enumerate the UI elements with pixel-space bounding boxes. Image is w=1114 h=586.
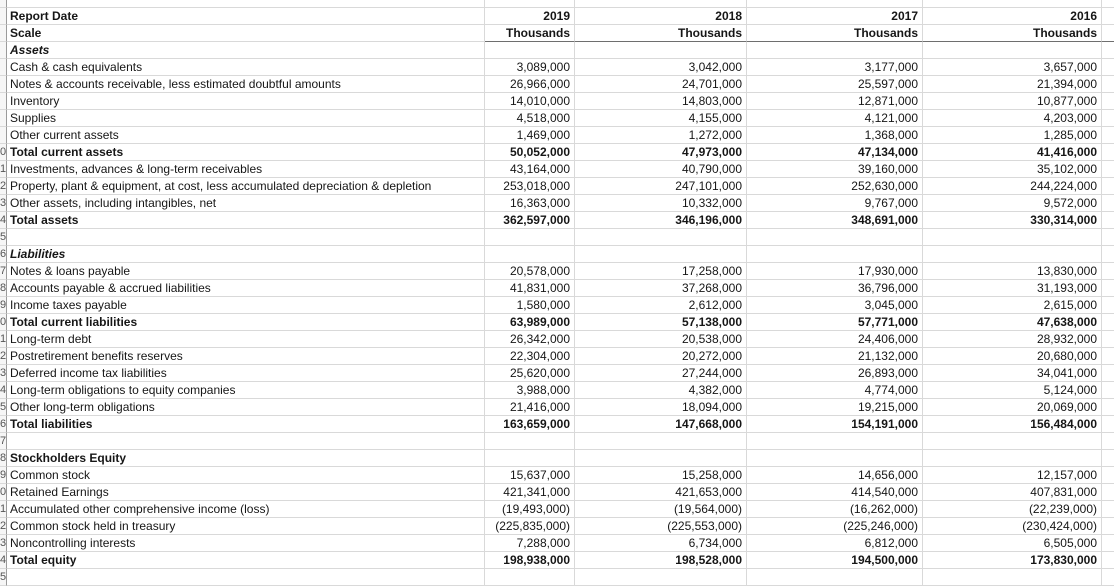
value-cell-2017[interactable]: [747, 433, 923, 450]
row-number[interactable]: 1: [0, 501, 7, 518]
value-cell-2019[interactable]: 1,469,000: [485, 127, 575, 144]
row-number[interactable]: 2: [0, 348, 7, 365]
value-cell-2019[interactable]: [485, 569, 575, 586]
table-row: [0, 382, 1114, 399]
empty-cell[interactable]: [1102, 42, 1114, 59]
value-cell-2017[interactable]: 252,630,000: [747, 178, 923, 195]
value-cell-2016[interactable]: [923, 42, 1102, 59]
empty-cell[interactable]: [1102, 535, 1114, 552]
value-cell-2016[interactable]: 173,830,000: [923, 552, 1102, 569]
row-number[interactable]: [0, 0, 7, 8]
value-cell-2017[interactable]: 39,160,000: [747, 161, 923, 178]
value-cell-2019[interactable]: 21,416,000: [485, 399, 575, 416]
row-label-cell[interactable]: Accounts payable & accrued liabilities: [7, 280, 485, 297]
value-cell-2016[interactable]: 20,069,000: [923, 399, 1102, 416]
value-cell-2017[interactable]: 14,656,000: [747, 467, 923, 484]
value-cell-2018[interactable]: 20,538,000: [575, 331, 747, 348]
value-cell-2016[interactable]: 12,157,000: [923, 467, 1102, 484]
table-row: [0, 161, 1114, 178]
table-row: [0, 127, 1114, 144]
table-row: [0, 501, 1114, 518]
row-label-cell[interactable]: Notes & loans payable: [7, 263, 485, 280]
row-label-cell[interactable]: [7, 433, 485, 450]
value-cell-2017[interactable]: (16,262,000): [747, 501, 923, 518]
empty-cell[interactable]: [1102, 246, 1114, 263]
value-cell-2016[interactable]: 20,680,000: [923, 348, 1102, 365]
row-label-cell[interactable]: Total current liabilities: [7, 314, 485, 331]
value-cell-2018[interactable]: 2,612,000: [575, 297, 747, 314]
row-label-cell[interactable]: Stockholders Equity: [7, 450, 485, 467]
value-cell-2019[interactable]: [485, 229, 575, 246]
value-cell-2017[interactable]: 17,930,000: [747, 263, 923, 280]
value-cell-2016[interactable]: 2,615,000: [923, 297, 1102, 314]
value-cell-2018[interactable]: 17,258,000: [575, 263, 747, 280]
row-number[interactable]: 6: [0, 246, 7, 263]
value-cell-2017[interactable]: 3,177,000: [747, 59, 923, 76]
empty-cell[interactable]: [1102, 365, 1114, 382]
row-label-cell[interactable]: Income taxes payable: [7, 297, 485, 314]
value-cell-2016[interactable]: 28,932,000: [923, 331, 1102, 348]
table-row: [0, 263, 1114, 280]
value-cell-2017[interactable]: 47,134,000: [747, 144, 923, 161]
table-row: [0, 365, 1114, 382]
row-number[interactable]: 4: [0, 382, 7, 399]
value-cell-2016[interactable]: 330,314,000: [923, 212, 1102, 229]
row-number[interactable]: 0: [0, 484, 7, 501]
row-number[interactable]: [0, 110, 7, 127]
value-cell-2018[interactable]: [575, 450, 747, 467]
value-cell-2018[interactable]: [575, 569, 747, 586]
empty-cell[interactable]: [1102, 552, 1114, 569]
value-cell-2018[interactable]: (225,553,000): [575, 518, 747, 535]
row-label-cell[interactable]: Common stock: [7, 467, 485, 484]
table-row: [0, 569, 1114, 586]
value-cell-2016[interactable]: Thousands: [923, 25, 1102, 42]
value-cell-2016[interactable]: 156,484,000: [923, 416, 1102, 433]
empty-cell[interactable]: [1102, 314, 1114, 331]
table-row: [0, 535, 1114, 552]
value-cell-2019[interactable]: 3,988,000: [485, 382, 575, 399]
value-cell-2016[interactable]: [923, 246, 1102, 263]
value-cell-2016[interactable]: 1,285,000: [923, 127, 1102, 144]
value-cell-2018[interactable]: [575, 42, 747, 59]
value-cell-2018[interactable]: [575, 0, 747, 8]
value-cell-2017[interactable]: 12,871,000: [747, 93, 923, 110]
row-label-cell[interactable]: Total assets: [7, 212, 485, 229]
value-cell-2019[interactable]: 421,341,000: [485, 484, 575, 501]
value-cell-2019[interactable]: 20,578,000: [485, 263, 575, 280]
value-cell-2019[interactable]: 253,018,000: [485, 178, 575, 195]
value-cell-2019[interactable]: (225,835,000): [485, 518, 575, 535]
value-cell-2017[interactable]: 6,812,000: [747, 535, 923, 552]
value-cell-2017[interactable]: 194,500,000: [747, 552, 923, 569]
row-number[interactable]: 9: [0, 297, 7, 314]
row-label-cell[interactable]: Liabilities: [7, 246, 485, 263]
value-cell-2016[interactable]: 31,193,000: [923, 280, 1102, 297]
empty-cell[interactable]: [1102, 127, 1114, 144]
row-number[interactable]: [0, 25, 7, 42]
value-cell-2018[interactable]: 20,272,000: [575, 348, 747, 365]
empty-cell[interactable]: [1102, 518, 1114, 535]
empty-cell[interactable]: [1102, 416, 1114, 433]
table-row: [0, 195, 1114, 212]
value-cell-2018[interactable]: 24,701,000: [575, 76, 747, 93]
empty-cell[interactable]: [1102, 229, 1114, 246]
row-label-cell[interactable]: Other current assets: [7, 127, 485, 144]
value-cell-2017[interactable]: 4,774,000: [747, 382, 923, 399]
row-number[interactable]: 5: [0, 229, 7, 246]
value-cell-2016[interactable]: 21,394,000: [923, 76, 1102, 93]
value-cell-2017[interactable]: 25,597,000: [747, 76, 923, 93]
value-cell-2017[interactable]: 19,215,000: [747, 399, 923, 416]
table-row: [0, 518, 1114, 535]
value-cell-2018[interactable]: 40,790,000: [575, 161, 747, 178]
value-cell-2017[interactable]: [747, 569, 923, 586]
row-number[interactable]: 3: [0, 195, 7, 212]
value-cell-2016[interactable]: [923, 569, 1102, 586]
empty-cell[interactable]: [1102, 467, 1114, 484]
row-number[interactable]: 0: [0, 314, 7, 331]
empty-cell[interactable]: [1102, 569, 1114, 586]
row-label-cell[interactable]: [7, 0, 485, 8]
value-cell-2018[interactable]: 57,138,000: [575, 314, 747, 331]
row-number[interactable]: 1: [0, 161, 7, 178]
value-cell-2016[interactable]: [923, 450, 1102, 467]
row-label-cell[interactable]: Property, plant & equipment, at cost, less accumulated depreciation & depletion: [7, 178, 485, 195]
row-label-cell[interactable]: Long-term debt: [7, 331, 485, 348]
empty-cell[interactable]: [1102, 263, 1114, 280]
value-cell-2018[interactable]: 10,332,000: [575, 195, 747, 212]
row-number[interactable]: 4: [0, 552, 7, 569]
table-row: [0, 467, 1114, 484]
table-row: [0, 8, 1114, 25]
value-cell-2018[interactable]: 27,244,000: [575, 365, 747, 382]
value-cell-2018[interactable]: 4,382,000: [575, 382, 747, 399]
value-cell-2019[interactable]: [485, 0, 575, 8]
table-row: [0, 178, 1114, 195]
empty-cell[interactable]: [1102, 382, 1114, 399]
value-cell-2016[interactable]: 34,041,000: [923, 365, 1102, 382]
value-cell-2017[interactable]: 4,121,000: [747, 110, 923, 127]
empty-cell[interactable]: [1102, 76, 1114, 93]
value-cell-2018[interactable]: [575, 246, 747, 263]
table-row: [0, 76, 1114, 93]
value-cell-2016[interactable]: 3,657,000: [923, 59, 1102, 76]
row-label-cell[interactable]: Inventory: [7, 93, 485, 110]
row-label-cell[interactable]: Scale: [7, 25, 485, 42]
value-cell-2019[interactable]: 163,659,000: [485, 416, 575, 433]
empty-cell[interactable]: [1102, 8, 1114, 25]
table-row: [0, 0, 1114, 8]
row-number[interactable]: 5: [0, 399, 7, 416]
value-cell-2018[interactable]: 18,094,000: [575, 399, 747, 416]
row-number[interactable]: 2: [0, 518, 7, 535]
empty-cell[interactable]: [1102, 331, 1114, 348]
row-label-cell[interactable]: Long-term obligations to equity companies: [7, 382, 485, 399]
value-cell-2017[interactable]: 154,191,000: [747, 416, 923, 433]
empty-cell[interactable]: [1102, 195, 1114, 212]
empty-cell[interactable]: [1102, 25, 1114, 42]
value-cell-2016[interactable]: 9,572,000: [923, 195, 1102, 212]
value-cell-2016[interactable]: 35,102,000: [923, 161, 1102, 178]
value-cell-2016[interactable]: 6,505,000: [923, 535, 1102, 552]
value-cell-2018[interactable]: 47,973,000: [575, 144, 747, 161]
empty-cell[interactable]: [1102, 93, 1114, 110]
table-row: [0, 331, 1114, 348]
value-cell-2016[interactable]: [923, 433, 1102, 450]
table-row: [0, 416, 1114, 433]
row-label-cell[interactable]: Total liabilities: [7, 416, 485, 433]
empty-cell[interactable]: [1102, 348, 1114, 365]
value-cell-2018[interactable]: 147,668,000: [575, 416, 747, 433]
value-cell-2019[interactable]: 1,580,000: [485, 297, 575, 314]
row-number[interactable]: 0: [0, 144, 7, 161]
value-cell-2017[interactable]: 348,691,000: [747, 212, 923, 229]
value-cell-2017[interactable]: [747, 0, 923, 8]
value-cell-2018[interactable]: 1,272,000: [575, 127, 747, 144]
row-label-cell[interactable]: Notes & accounts receivable, less estimated doubtful amounts: [7, 76, 485, 93]
table-row: [0, 25, 1114, 42]
table-row: [0, 93, 1114, 110]
empty-cell[interactable]: [1102, 59, 1114, 76]
table-row: [0, 144, 1114, 161]
value-cell-2018[interactable]: 4,155,000: [575, 110, 747, 127]
row-label-cell[interactable]: Noncontrolling interests: [7, 535, 485, 552]
table-row: [0, 484, 1114, 501]
table-row: [0, 314, 1114, 331]
table-row: [0, 450, 1114, 467]
empty-cell[interactable]: [1102, 144, 1114, 161]
row-label-cell[interactable]: Common stock held in treasury: [7, 518, 485, 535]
empty-cell[interactable]: [1102, 110, 1114, 127]
value-cell-2016[interactable]: (22,239,000): [923, 501, 1102, 518]
value-cell-2016[interactable]: 10,877,000: [923, 93, 1102, 110]
row-label-cell[interactable]: Other assets, including intangibles, net: [7, 195, 485, 212]
row-number[interactable]: 3: [0, 535, 7, 552]
value-cell-2019[interactable]: 41,831,000: [485, 280, 575, 297]
value-cell-2018[interactable]: [575, 433, 747, 450]
value-cell-2017[interactable]: 9,767,000: [747, 195, 923, 212]
value-cell-2019[interactable]: 3,089,000: [485, 59, 575, 76]
value-cell-2016[interactable]: 41,416,000: [923, 144, 1102, 161]
value-cell-2019[interactable]: Thousands: [485, 25, 575, 42]
value-cell-2017[interactable]: 36,796,000: [747, 280, 923, 297]
value-cell-2019[interactable]: 14,010,000: [485, 93, 575, 110]
empty-cell[interactable]: [1102, 161, 1114, 178]
row-label-cell[interactable]: Cash & cash equivalents: [7, 59, 485, 76]
value-cell-2017[interactable]: [747, 229, 923, 246]
row-number[interactable]: 5: [0, 569, 7, 586]
value-cell-2019[interactable]: 7,288,000: [485, 535, 575, 552]
value-cell-2017[interactable]: 57,771,000: [747, 314, 923, 331]
value-cell-2019[interactable]: (19,493,000): [485, 501, 575, 518]
table-row: [0, 246, 1114, 263]
row-label-cell[interactable]: Postretirement benefits reserves: [7, 348, 485, 365]
empty-cell[interactable]: [1102, 280, 1114, 297]
value-cell-2018[interactable]: 421,653,000: [575, 484, 747, 501]
value-cell-2018[interactable]: (19,564,000): [575, 501, 747, 518]
value-cell-2016[interactable]: 244,224,000: [923, 178, 1102, 195]
value-cell-2017[interactable]: 1,368,000: [747, 127, 923, 144]
value-cell-2019[interactable]: 2019: [485, 8, 575, 25]
value-cell-2017[interactable]: 21,132,000: [747, 348, 923, 365]
value-cell-2019[interactable]: 26,342,000: [485, 331, 575, 348]
value-cell-2019[interactable]: 63,989,000: [485, 314, 575, 331]
row-label-cell[interactable]: Deferred income tax liabilities: [7, 365, 485, 382]
value-cell-2019[interactable]: 15,637,000: [485, 467, 575, 484]
value-cell-2019[interactable]: 22,304,000: [485, 348, 575, 365]
value-cell-2019[interactable]: [485, 433, 575, 450]
empty-cell[interactable]: [1102, 433, 1114, 450]
row-number[interactable]: 8: [0, 450, 7, 467]
row-number[interactable]: 9: [0, 467, 7, 484]
table-row: [0, 297, 1114, 314]
value-cell-2017[interactable]: [747, 450, 923, 467]
value-cell-2019[interactable]: 50,052,000: [485, 144, 575, 161]
value-cell-2019[interactable]: 26,966,000: [485, 76, 575, 93]
value-cell-2017[interactable]: (225,246,000): [747, 518, 923, 535]
value-cell-2017[interactable]: 26,893,000: [747, 365, 923, 382]
value-cell-2018[interactable]: 2018: [575, 8, 747, 25]
value-cell-2016[interactable]: 2016: [923, 8, 1102, 25]
empty-cell[interactable]: [1102, 297, 1114, 314]
table-row: [0, 399, 1114, 416]
value-cell-2019[interactable]: 362,597,000: [485, 212, 575, 229]
value-cell-2019[interactable]: 198,938,000: [485, 552, 575, 569]
empty-cell[interactable]: [1102, 450, 1114, 467]
value-cell-2019[interactable]: [485, 42, 575, 59]
value-cell-2016[interactable]: 4,203,000: [923, 110, 1102, 127]
row-number[interactable]: [0, 127, 7, 144]
value-cell-2016[interactable]: 407,831,000: [923, 484, 1102, 501]
value-cell-2018[interactable]: Thousands: [575, 25, 747, 42]
row-number[interactable]: 7: [0, 433, 7, 450]
value-cell-2019[interactable]: [485, 450, 575, 467]
value-cell-2017[interactable]: 3,045,000: [747, 297, 923, 314]
table-row: [0, 110, 1114, 127]
value-cell-2017[interactable]: 2017: [747, 8, 923, 25]
value-cell-2018[interactable]: 14,803,000: [575, 93, 747, 110]
row-label-cell[interactable]: Supplies: [7, 110, 485, 127]
table-row: [0, 433, 1114, 450]
row-number[interactable]: [0, 8, 7, 25]
row-label-cell[interactable]: [7, 229, 485, 246]
empty-cell[interactable]: [1102, 178, 1114, 195]
row-label-cell[interactable]: Assets: [7, 42, 485, 59]
row-label-cell[interactable]: [7, 569, 485, 586]
value-cell-2016[interactable]: 47,638,000: [923, 314, 1102, 331]
value-cell-2017[interactable]: 414,540,000: [747, 484, 923, 501]
value-cell-2017[interactable]: Thousands: [747, 25, 923, 42]
value-cell-2017[interactable]: [747, 42, 923, 59]
row-label-cell[interactable]: Investments, advances & long-term receivables: [7, 161, 485, 178]
value-cell-2018[interactable]: 3,042,000: [575, 59, 747, 76]
row-number[interactable]: 8: [0, 280, 7, 297]
table-row: [0, 552, 1114, 569]
row-number[interactable]: 2: [0, 178, 7, 195]
value-cell-2016[interactable]: [923, 229, 1102, 246]
empty-cell[interactable]: [1102, 399, 1114, 416]
value-cell-2018[interactable]: 198,528,000: [575, 552, 747, 569]
row-label-cell[interactable]: Accumulated other comprehensive income (loss): [7, 501, 485, 518]
empty-cell[interactable]: [1102, 484, 1114, 501]
value-cell-2017[interactable]: [747, 246, 923, 263]
table-row: [0, 42, 1114, 59]
value-cell-2018[interactable]: 247,101,000: [575, 178, 747, 195]
row-label-cell[interactable]: Report Date: [7, 8, 485, 25]
value-cell-2019[interactable]: 43,164,000: [485, 161, 575, 178]
row-number[interactable]: [0, 42, 7, 59]
value-cell-2019[interactable]: 16,363,000: [485, 195, 575, 212]
row-label-cell[interactable]: Other long-term obligations: [7, 399, 485, 416]
row-number[interactable]: 4: [0, 212, 7, 229]
table-row: [0, 59, 1114, 76]
value-cell-2018[interactable]: 346,196,000: [575, 212, 747, 229]
value-cell-2018[interactable]: 6,734,000: [575, 535, 747, 552]
row-number[interactable]: [0, 93, 7, 110]
row-number[interactable]: 1: [0, 331, 7, 348]
value-cell-2017[interactable]: 24,406,000: [747, 331, 923, 348]
row-number[interactable]: [0, 59, 7, 76]
row-label-cell[interactable]: Total equity: [7, 552, 485, 569]
row-number[interactable]: 3: [0, 365, 7, 382]
value-cell-2019[interactable]: 4,518,000: [485, 110, 575, 127]
value-cell-2016[interactable]: (230,424,000): [923, 518, 1102, 535]
row-label-cell[interactable]: Total current assets: [7, 144, 485, 161]
row-number[interactable]: [0, 76, 7, 93]
empty-cell[interactable]: [1102, 212, 1114, 229]
empty-cell[interactable]: [1102, 0, 1114, 8]
table-row: [0, 229, 1114, 246]
value-cell-2018[interactable]: [575, 229, 747, 246]
row-number[interactable]: 7: [0, 263, 7, 280]
value-cell-2016[interactable]: 13,830,000: [923, 263, 1102, 280]
value-cell-2016[interactable]: 5,124,000: [923, 382, 1102, 399]
value-cell-2018[interactable]: 37,268,000: [575, 280, 747, 297]
table-row: [0, 280, 1114, 297]
value-cell-2019[interactable]: [485, 246, 575, 263]
value-cell-2019[interactable]: 25,620,000: [485, 365, 575, 382]
table-row: [0, 348, 1114, 365]
value-cell-2018[interactable]: 15,258,000: [575, 467, 747, 484]
value-cell-2016[interactable]: [923, 0, 1102, 8]
row-number[interactable]: 6: [0, 416, 7, 433]
table-row: [0, 212, 1114, 229]
empty-cell[interactable]: [1102, 501, 1114, 518]
row-label-cell[interactable]: Retained Earnings: [7, 484, 485, 501]
